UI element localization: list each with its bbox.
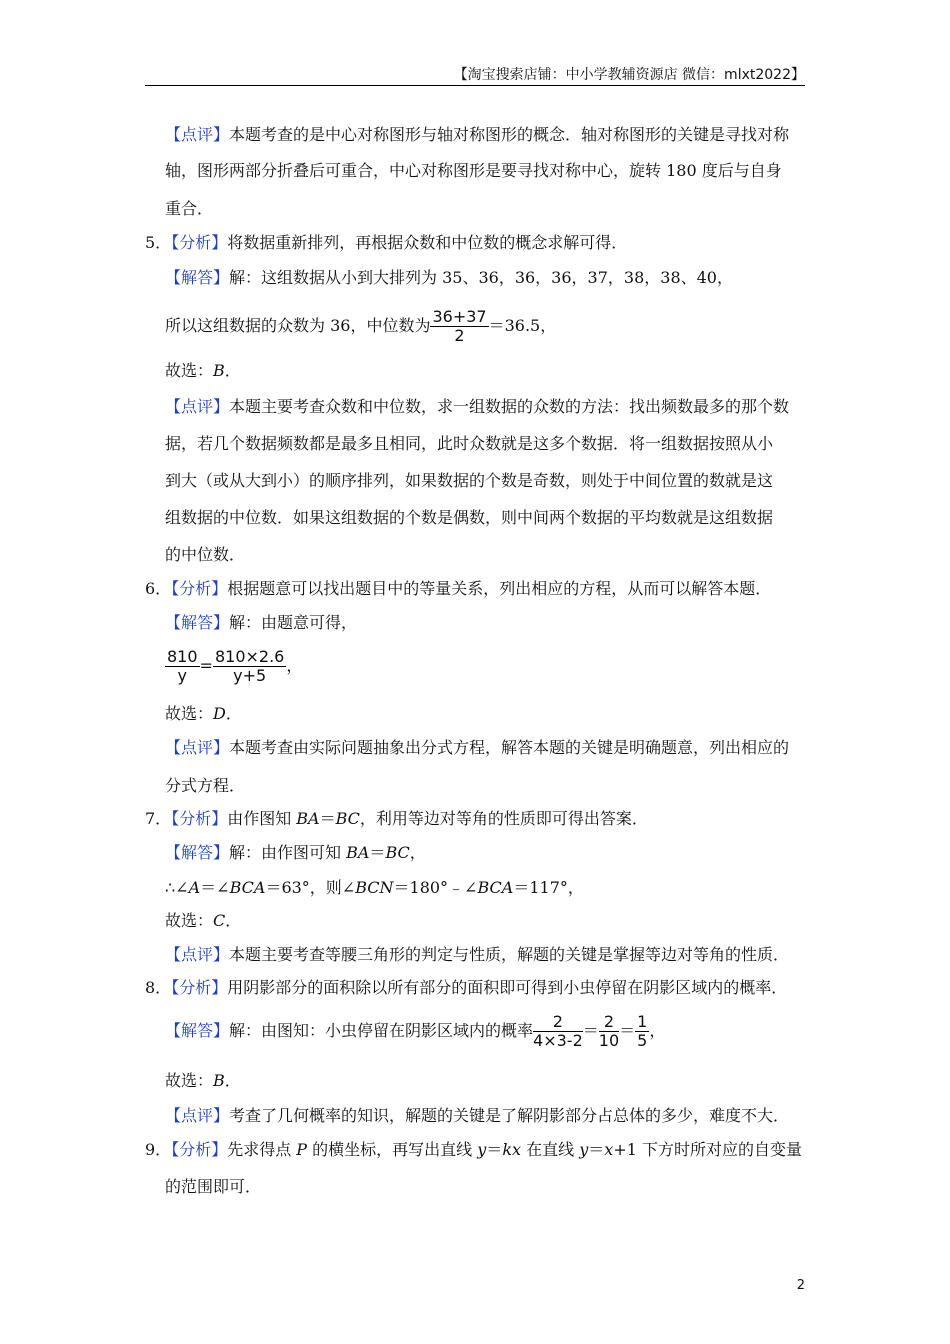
q4-comment-line2: 轴，图形两部分折叠后可重合，中心对称图形是要寻找对称中心，旋转 180 度后与自身 — [165, 161, 782, 180]
analysis-tag: 【分析】 — [171, 233, 228, 252]
q9-analysis-line2: 的范围即可． — [165, 1177, 262, 1196]
q6-analysis: 6．【分析】根据题意可以找出题目中的等量关系，列出相应的方程，从而可以解答本题． — [145, 579, 772, 598]
q5-median-line: 所以这组数据的众数为 36，中位数为 $\frac{36+37}{2}$ ＝36.5， — [165, 307, 557, 345]
q9-analysis: 9．【分析】先求得点 P 的横坐标，再写出直线 y＝kx 在直线 y＝x+1 下方时所对应的自变量 — [145, 1140, 802, 1159]
q5-comment-line2: 据，若几个数据频数都是最多且相同，此时众数就是这多个数据．将一组数据按照从小 — [165, 434, 774, 453]
q6-comment-line2: 分式方程． — [165, 776, 246, 795]
header-rule — [145, 85, 805, 86]
page-number: 2 — [796, 1278, 805, 1293]
q5-comment-line4: 组数据的中位数．如果这组数据的个数是偶数，则中间两个数据的平均数就是这组数据 — [165, 508, 774, 527]
q5-solution: 【解答】解：这组数据从小到大排列为 35、36，36，36，37，38，38、40， — [165, 268, 733, 287]
q8-choice: 故选：B． — [165, 1071, 241, 1090]
q7-analysis: 7．【分析】由作图知 BA＝BC，利用等边对等角的性质即可得出答案． — [145, 809, 648, 828]
equation-fraction-right: $\frac{810\times 2.6}{y+5}$ — [214, 647, 285, 685]
probability-fraction-1: $\frac{2}{4\times 3-2}$ — [533, 1012, 583, 1050]
q5-comment-line3: 到大（或从大到小）的顺序排列，如果数据的个数是奇数，则处于中间位置的数就是这 — [165, 471, 774, 490]
probability-fraction-2: $\frac{2}{10}$ — [598, 1012, 620, 1050]
q5-analysis: 5．【分析】将数据重新排列，再根据众数和中位数的概念求解可得． — [145, 233, 628, 252]
q8-comment-line1: 【点评】考查了几何概率的知识，解题的关键是了解阴影部分占总体的多少，难度不大． — [165, 1106, 790, 1125]
q4-comment-line1: 【点评】本题考查的是中心对称图形与轴对称图形的概念．轴对称图形的关键是寻找对称 — [165, 125, 790, 144]
q5-comment-line1: 【点评】本题主要考查众数和中位数，求一组数据的众数的方法：找出频数最多的那个数 — [165, 397, 790, 416]
comment-tag: 【点评】 — [165, 125, 230, 144]
probability-fraction-3: $\frac{1}{5}$ — [637, 1012, 648, 1050]
q7-solution: 【解答】解：由作图可知 BA＝BC， — [165, 843, 426, 862]
q7-angle-line: ∴∠A＝∠BCA＝63°，则∠BCN＝180°﹣∠BCA＝117°， — [165, 878, 584, 897]
header-text: 【淘宝搜索店铺：中小学教辅资源店 微信：mlxt2022】 — [453, 67, 805, 83]
q8-solution: 【解答】解：由图知：小虫停留在阴影区域内的概率 $\frac{2}{4\times 3-2}$ ＝ $\frac{2}{10}$ ＝ $\frac{1}{5}$ ， — [165, 1012, 666, 1050]
q8-analysis: 8．【分析】用阴影部分的面积除以所有部分的面积即可得到小虫停留在阴影区域内的概率． — [145, 978, 788, 997]
q5-comment-line5: 的中位数． — [165, 545, 246, 564]
q4-comment-line3: 重合． — [165, 199, 214, 218]
equation-fraction-left: $\frac{810}{y}$ — [167, 647, 198, 685]
q6-choice: 故选：D． — [165, 704, 242, 723]
q6-solution: 【解答】解：由题意可得， — [165, 613, 358, 632]
q7-comment-line1: 【点评】本题主要考查等腰三角形的判定与性质，解题的关键是掌握等边对等角的性质． — [165, 945, 790, 964]
q5-choice: 故选：B． — [165, 361, 241, 380]
q7-choice: 故选：C． — [165, 911, 242, 930]
q6-comment-line1: 【点评】本题考查由实际问题抽象出分式方程，解答本题的关键是明确题意，列出相应的 — [165, 738, 790, 757]
q6-equation: $\frac{810}{y}$ = $\frac{810\times 2.6}{y+5}$ ， — [167, 647, 303, 685]
median-fraction: $\frac{36+37}{2}$ — [432, 307, 487, 345]
solution-tag: 【解答】 — [165, 268, 230, 287]
